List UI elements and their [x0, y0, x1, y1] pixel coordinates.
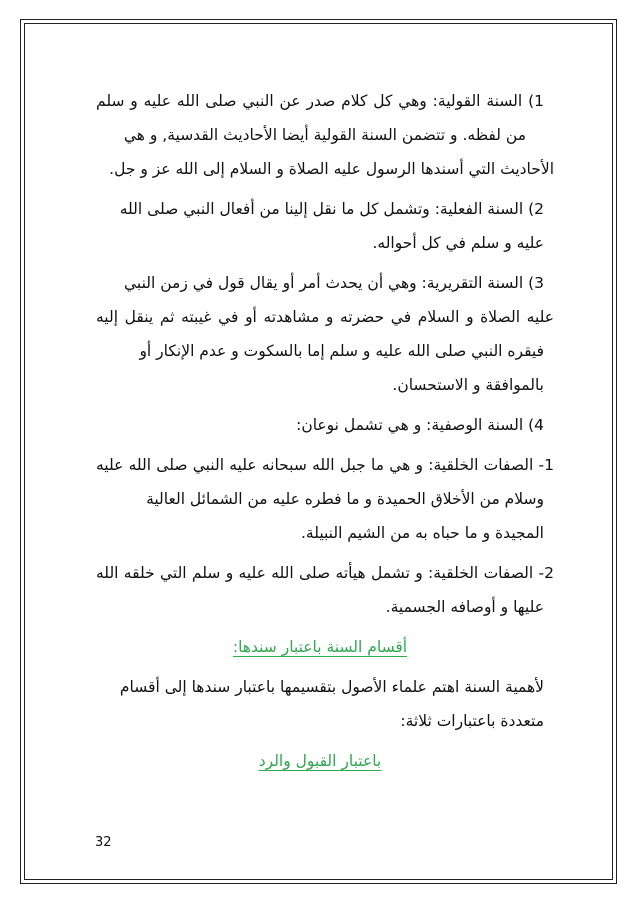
subsection-heading — [96, 744, 544, 778]
text-line: 1- الصفات الخلقية: و هي ما جبل الله سبحانه عليه النبي صلى الله عليه — [96, 456, 554, 474]
section-heading — [96, 630, 544, 664]
text-line: 3) السنة التقريرية: وهي أن يحدث أمر أو يقال قول في زمن النبي — [123, 274, 544, 292]
page-content — [96, 84, 554, 778]
text-line: من لفظه. و تتضمن السنة القولية أيضا الأحاديث القدسية, و هي — [123, 126, 526, 144]
text-line: وسلام من الأخلاق الحميدة و ما فطره عليه من الشمائل العالية — [146, 490, 544, 508]
text-line: المجيدة و ما حباه به من الشيم النبيلة. — [300, 524, 544, 542]
text-line: عليه الصلاة و السلام في حضرته و مشاهدته أو في غيبته ثم ينقل إليه — [96, 308, 554, 326]
text-line: متعددة باعتبارات ثلاثة: — [400, 712, 544, 730]
text-line: 2- الصفات الخلقية: و تشمل هيأته صلى الله عليه و سلم التي خلقه الله — [96, 564, 554, 582]
page-number: 32 — [95, 835, 112, 850]
section-heading-text: أقسام السنة باعتبار سندها: — [232, 638, 408, 656]
subsection-heading-text: باعتبار القبول والرد — [258, 752, 382, 770]
text-line: بالموافقة و الاستحسان. — [392, 376, 544, 394]
text-line: 4) السنة الوصفية: و هي تشمل نوعان: — [296, 416, 544, 434]
text-line: عليها و أوصافه الجسمية. — [385, 598, 544, 616]
text-line: 2) السنة الفعلية: وتشمل كل ما نقل إلينا من أفعال النبي صلى الله — [119, 200, 544, 218]
text-line: عليه و سلم في كل أحواله. — [372, 234, 544, 252]
text-line: 1) السنة القولية: وهي كل كلام صدر عن النبي صلى الله عليه و سلم — [96, 92, 544, 110]
text-line: فيقره النبي صلى الله عليه و سلم إما بالسكوت و عدم الإنكار أو — [139, 342, 544, 360]
text-line: الأحاديث التي أسندها الرسول عليه الصلاة و السلام إلى الله عز و جل. — [109, 160, 554, 178]
text-line: لأهمية السنة اهتم علماء الأصول بتقسيمها باعتبار سندها إلى أقسام — [119, 678, 544, 696]
